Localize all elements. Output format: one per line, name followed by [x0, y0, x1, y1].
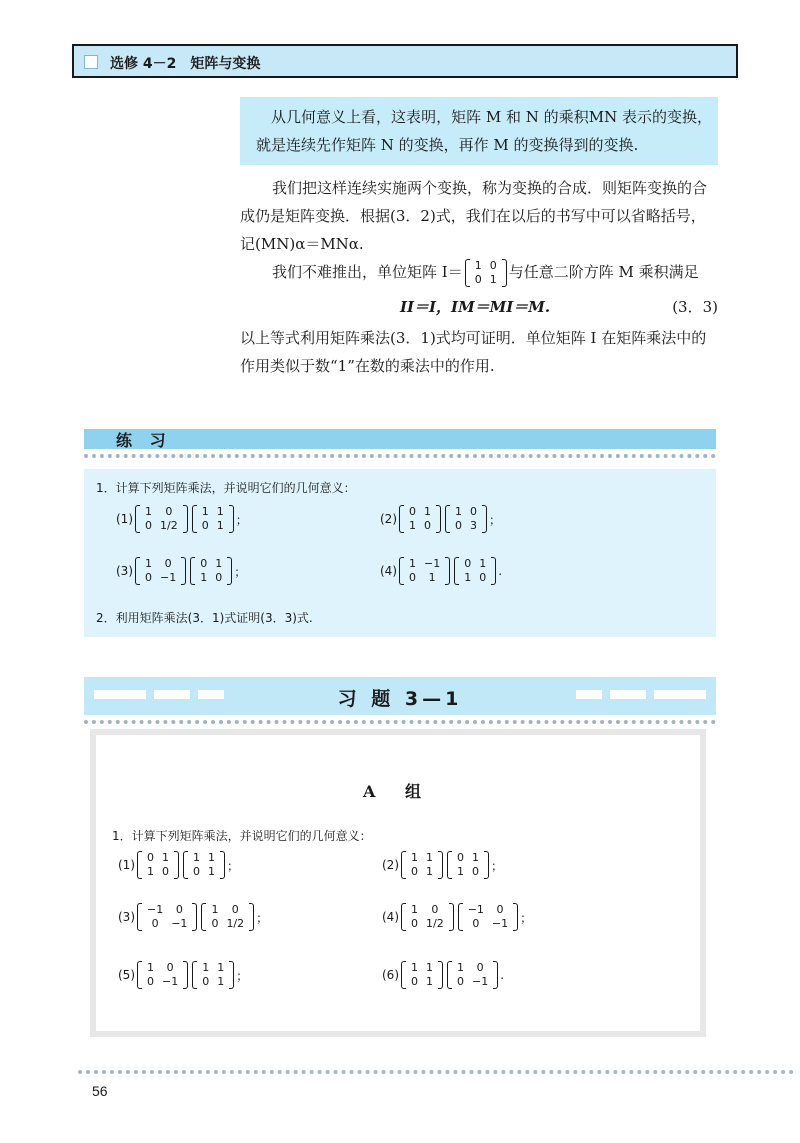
matrix-right [454, 557, 496, 585]
matrix-cell: −1 [491, 917, 509, 930]
matrix-cell: 0 [411, 917, 418, 930]
matrix-cell: 1 [474, 259, 482, 272]
matrix-cell: 0 [464, 557, 472, 570]
matrix-cell: 1 [455, 505, 462, 518]
matrix-left [135, 557, 186, 585]
practice-item [380, 557, 502, 585]
matrix-left [137, 903, 197, 931]
matrix-cell: 0 [411, 975, 418, 988]
matrix-cell: 0 [215, 571, 223, 584]
matrix-cell: 1 [479, 557, 487, 570]
exercise-item [118, 903, 268, 931]
exercise-item [382, 961, 504, 989]
matrix-cell: 0 [175, 903, 183, 916]
matrix-cell: 0 [162, 865, 169, 878]
matrix-cell: 1 [216, 519, 224, 532]
item-end: ； [491, 858, 504, 873]
matrix-cell: 0 [489, 259, 497, 272]
matrix-cell: 1 [409, 557, 416, 570]
matrix-cell: 0 [202, 975, 210, 988]
matrix-cell: 1 [162, 851, 169, 864]
exercise-item [382, 903, 532, 931]
matrix-cell: 0 [409, 571, 416, 584]
matrix-cell: 1 [145, 557, 152, 570]
practice-question-2: 2．利用矩阵乘法(3．1)式证明(3．3)式. [96, 611, 313, 625]
matrix-right [445, 505, 487, 533]
matrix-cell: −1 [467, 903, 484, 916]
practice-header [84, 429, 716, 449]
identity-text-before: 我们不难推出，单位矩阵 I＝ [272, 263, 463, 281]
matrix-left [137, 851, 179, 879]
item-end: ； [235, 512, 248, 527]
matrix-cell: 3 [470, 519, 477, 532]
item-number: (2) [382, 858, 399, 872]
matrix-cell: −1 [171, 917, 188, 930]
matrix-cell: 1 [147, 865, 154, 878]
page-number: 56 [92, 1083, 108, 1099]
item-end: ； [489, 512, 502, 527]
matrix-cell: 1 [145, 505, 152, 518]
item-end: ； [236, 968, 249, 983]
matrix-cell: 1 [464, 571, 472, 584]
item-number: (1) [118, 858, 135, 872]
matrix-cell: 1 [211, 903, 219, 916]
matrix-cell: 0 [479, 571, 487, 584]
matrix-left [401, 961, 443, 989]
matrix-cell: 1 [216, 505, 224, 518]
matrix-cell: 0 [231, 903, 239, 916]
header-decoration [610, 690, 646, 699]
matrix-cell: 0 [211, 917, 219, 930]
equation-row [240, 292, 718, 320]
item-number: (3) [118, 910, 135, 924]
exercise-item [118, 961, 248, 989]
group-label: A 组 [363, 782, 433, 801]
item-number: (3) [116, 564, 133, 578]
matrix-cell: 1 [147, 961, 154, 974]
matrix-left [399, 505, 441, 533]
practice-item [116, 505, 248, 533]
matrix-cell: 0 [145, 571, 152, 584]
footer-divider [78, 1070, 794, 1074]
matrix-cell: 1 [489, 273, 497, 286]
equation-number: (3．3) [672, 298, 718, 316]
matrix-cell: 0 [147, 851, 154, 864]
matrix-cell: 1 [428, 571, 436, 584]
matrix-right [183, 851, 225, 879]
matrix-cell: 0 [455, 519, 462, 532]
item-number: (4) [382, 910, 399, 924]
practice-box [84, 469, 716, 637]
exercise-item [118, 851, 239, 879]
identity-matrix [465, 259, 507, 287]
matrix-cell: 1 [457, 961, 464, 974]
practice-item [116, 557, 246, 585]
item-end: ； [227, 858, 240, 873]
matrix-cell: 1 [217, 961, 225, 974]
matrix-cell: 0 [165, 505, 173, 518]
matrix-cell: 1 [426, 865, 433, 878]
matrix-cell: 0 [470, 505, 477, 518]
exercises-divider [84, 716, 716, 724]
header-decoration [654, 690, 706, 699]
matrix-cell: 1 [409, 519, 416, 532]
matrix-cell: 1 [472, 851, 479, 864]
matrix-cell: 1 [202, 961, 210, 974]
matrix-cell: 0 [457, 851, 464, 864]
identity-text-after: 与任意二阶方阵 M 乘积满足 [508, 263, 699, 281]
matrix-cell: −1 [160, 571, 177, 584]
matrix-cell: 0 [201, 519, 209, 532]
item-number: (4) [380, 564, 397, 578]
matrix-right [192, 505, 234, 533]
item-end: ； [256, 910, 269, 925]
highlight-text: 从几何意义上看，这表明，矩阵 M 和 N 的乘积MN 表示的变换，就是连续先作矩阵 N 的变换，再作 M 的变换得到的变换. [256, 108, 712, 154]
matrix-right [458, 903, 518, 931]
matrix-cell: 0 [476, 961, 484, 974]
matrix-right [447, 851, 489, 879]
header-square-icon [84, 55, 98, 69]
matrix-cell: 0 [151, 917, 159, 930]
matrix-cell: 0 [472, 917, 480, 930]
matrix-cell: −1 [472, 975, 489, 988]
matrix-cell: 0 [472, 865, 479, 878]
item-end: . [500, 968, 505, 982]
matrix-cell: 0 [147, 975, 154, 988]
matrix-cell: 0 [474, 273, 482, 286]
matrix-cell: 0 [411, 865, 418, 878]
matrix-left [135, 505, 188, 533]
matrix-cell: 1 [426, 851, 433, 864]
matrix-cell: 1 [457, 865, 464, 878]
practice-divider [84, 454, 716, 458]
practice-item [380, 505, 501, 533]
matrix-left [399, 557, 450, 585]
practice-label: 练 习 [116, 431, 172, 450]
matrix-cell: 1 [215, 557, 223, 570]
matrix-right [190, 557, 232, 585]
matrix-cell: 0 [193, 865, 200, 878]
matrix-cell: 1 [411, 961, 418, 974]
matrix-cell: −1 [147, 903, 164, 916]
chapter-header [72, 44, 738, 78]
item-number: (2) [380, 512, 397, 526]
matrix-cell: 0 [424, 519, 431, 532]
matrix-cell: 0 [409, 505, 416, 518]
matrix-cell: 0 [431, 903, 439, 916]
matrix-left [137, 961, 188, 989]
item-number: (1) [116, 512, 133, 526]
matrix-cell: 1 [411, 903, 418, 916]
exercises-header [84, 677, 716, 715]
matrix-cell: 1 [217, 975, 225, 988]
matrix-cell: 0 [457, 975, 464, 988]
item-number: (5) [118, 968, 135, 982]
matrix-cell: 1 [200, 571, 208, 584]
matrix-right [447, 961, 498, 989]
item-end: ； [520, 910, 533, 925]
paragraph-identity-role: 以上等式利用矩阵乘法(3．1)式均可证明．单位矩阵 I 在矩阵乘法中的作用类似于数“1”在数的乘法中的作用. [240, 329, 707, 375]
exercises-box [90, 729, 706, 1037]
matrix-cell: 1/2 [226, 917, 245, 930]
matrix-cell: 0 [166, 961, 174, 974]
matrix-cell: −1 [162, 975, 179, 988]
item-end: ； [234, 564, 247, 579]
highlight-box [240, 97, 718, 165]
matrix-cell: 1 [426, 975, 433, 988]
matrix-cell: 1 [193, 851, 200, 864]
exercise-question-1: 1．计算下列矩阵乘法，并说明它们的几何意义： [112, 829, 372, 843]
matrix-left [401, 903, 454, 931]
paragraph-composition: 我们把这样连续实施两个变换，称为变换的合成．则矩阵变换的合成仍是矩阵变换．根据(3．2)式，我们在以后的书写中可以省略括号，记(MN)α＝MNα. [240, 179, 708, 253]
matrix-cell: 1 [426, 961, 433, 974]
matrix-cell: −1 [424, 557, 441, 570]
matrix-cell: 1/2 [160, 519, 178, 532]
matrix-cell: 0 [200, 557, 208, 570]
header-decoration [576, 690, 602, 699]
paragraph-identity [240, 258, 718, 287]
matrix-cell: 1 [411, 851, 418, 864]
exercise-item [382, 851, 503, 879]
item-number: (6) [382, 968, 399, 982]
chapter-title: 选修 4－2 矩阵与变换 [110, 56, 261, 72]
matrix-cell: 1 [208, 865, 215, 878]
exercises-title: 习 题 3—1 [337, 688, 463, 710]
matrix-cell: 1 [208, 851, 215, 864]
matrix-cell: 1 [201, 505, 209, 518]
matrix-cell: 0 [145, 519, 152, 532]
matrix-cell: 1/2 [426, 917, 444, 930]
practice-question-1: 1．计算下列矩阵乘法，并说明它们的几何意义： [96, 481, 356, 495]
matrix-right [192, 961, 234, 989]
matrix-cell: 0 [496, 903, 504, 916]
matrix-right [201, 903, 254, 931]
matrix-cell: 1 [424, 505, 431, 518]
matrix-left [401, 851, 443, 879]
matrix-cell: 0 [164, 557, 172, 570]
item-end: . [498, 564, 503, 578]
identity-equation: II＝I，IM＝MI＝M. [400, 298, 551, 316]
